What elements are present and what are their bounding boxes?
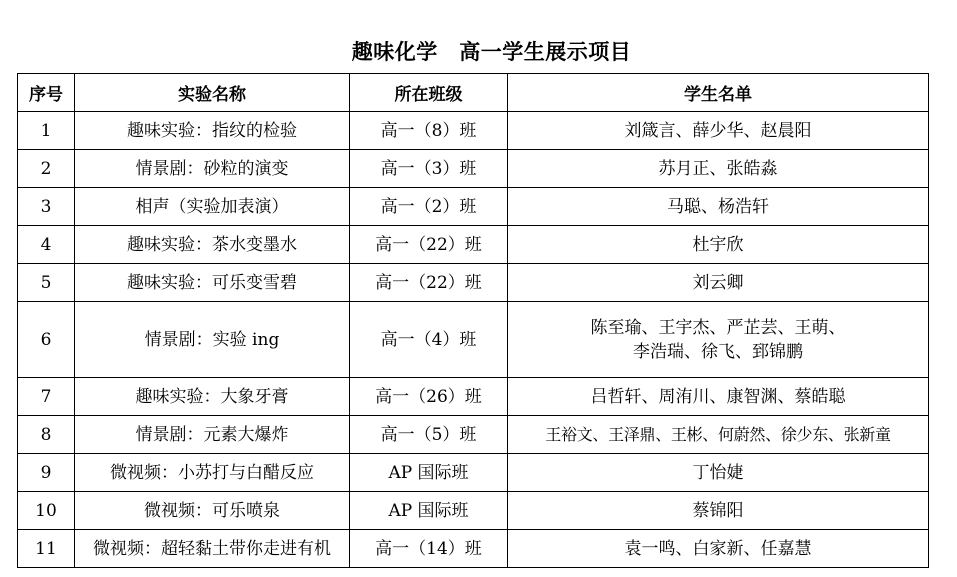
- student-line: 吕哲轩、周洧川、康智渊、蔡皓聪: [590, 386, 846, 407]
- cell-no: 8: [18, 416, 75, 454]
- cell-no: 9: [18, 454, 75, 492]
- student-line: 王裕文、王泽鼎、王彬、何蔚然、徐少东、张新童: [545, 424, 891, 444]
- cell-experiment-name: 相声（实验加表演）: [75, 188, 350, 226]
- table-row: [18, 302, 929, 378]
- cell-experiment-name: 微视频：超轻黏土带你走进有机: [75, 530, 350, 568]
- cell-class: AP 国际班: [350, 454, 508, 492]
- cell-class: 高一（8）班: [350, 112, 508, 150]
- cell-students: [508, 264, 929, 302]
- cell-class: 高一（2）班: [350, 188, 508, 226]
- student-line: 陈至瑜、王宇杰、严芷芸、王萌、: [590, 317, 846, 338]
- student-line: 杜宇欣: [692, 234, 744, 255]
- cell-class: 高一（22）班: [350, 226, 508, 264]
- cell-no: 10: [18, 492, 75, 530]
- cell-no: 4: [18, 226, 75, 264]
- cell-students: [508, 530, 929, 568]
- cell-class: 高一（4）班: [350, 302, 508, 378]
- table-row: [18, 530, 929, 568]
- table-row: [18, 226, 929, 264]
- cell-experiment-name: 趣味实验：可乐变雪碧: [75, 264, 350, 302]
- cell-students: [508, 188, 929, 226]
- cell-experiment-name: 情景剧：元素大爆炸: [75, 416, 350, 454]
- cell-experiment-name: 趣味实验：茶水变墨水: [75, 226, 350, 264]
- student-line: 刘箴言、薛少华、赵晨阳: [624, 120, 812, 141]
- student-line: 马聪、杨浩轩: [667, 196, 769, 217]
- table-row: [18, 150, 929, 188]
- cell-experiment-name: 情景剧：实验 ing: [75, 302, 350, 378]
- header-row: [18, 74, 929, 112]
- header-experiment-name: 实验名称: [75, 74, 350, 112]
- cell-no: 2: [18, 150, 75, 188]
- project-table: [17, 73, 929, 568]
- cell-class: 高一（26）班: [350, 378, 508, 416]
- cell-no: 5: [18, 264, 75, 302]
- cell-no: 1: [18, 112, 75, 150]
- student-line: 刘云卿: [692, 272, 744, 293]
- cell-class: 高一（22）班: [350, 264, 508, 302]
- cell-no: 7: [18, 378, 75, 416]
- cell-class: AP 国际班: [350, 492, 508, 530]
- cell-class: 高一（5）班: [350, 416, 508, 454]
- student-line: 李浩瑞、徐飞、郅锦鹏: [633, 341, 803, 362]
- cell-students: [508, 302, 929, 378]
- cell-no: 3: [18, 188, 75, 226]
- table-row: [18, 188, 929, 226]
- cell-experiment-name: 情景剧：砂粒的演变: [75, 150, 350, 188]
- table-body: [18, 112, 929, 568]
- table-row: [18, 264, 929, 302]
- cell-students: [508, 112, 929, 150]
- cell-experiment-name: 微视频：可乐喷泉: [75, 492, 350, 530]
- header-no: 序号: [18, 74, 75, 112]
- table-row: [18, 378, 929, 416]
- table-row: [18, 454, 929, 492]
- cell-no: 11: [18, 530, 75, 568]
- header-students: 学生名单: [508, 74, 929, 112]
- cell-students: [508, 150, 929, 188]
- cell-students: [508, 454, 929, 492]
- table-row: [18, 112, 929, 150]
- cell-experiment-name: 趣味实验：大象牙膏: [75, 378, 350, 416]
- student-line: 蔡锦阳: [692, 500, 744, 521]
- cell-class: 高一（3）班: [350, 150, 508, 188]
- header-class: 所在班级: [350, 74, 508, 112]
- document-title: 趣味化学 高一学生展示项目: [351, 40, 632, 64]
- cell-students: [508, 492, 929, 530]
- cell-experiment-name: 趣味实验：指纹的检验: [75, 112, 350, 150]
- cell-students: [508, 378, 929, 416]
- cell-students: [508, 416, 929, 454]
- table-row: [18, 416, 929, 454]
- cell-experiment-name: 微视频：小苏打与白醋反应: [75, 454, 350, 492]
- cell-class: 高一（14）班: [350, 530, 508, 568]
- table-row: [18, 492, 929, 530]
- student-line: 苏月正、张皓淼: [658, 158, 778, 179]
- cell-no: 6: [18, 302, 75, 378]
- cell-students: [508, 226, 929, 264]
- student-line: 袁一鸣、白家新、任嘉慧: [624, 538, 812, 559]
- student-line: 丁怡婕: [692, 462, 744, 483]
